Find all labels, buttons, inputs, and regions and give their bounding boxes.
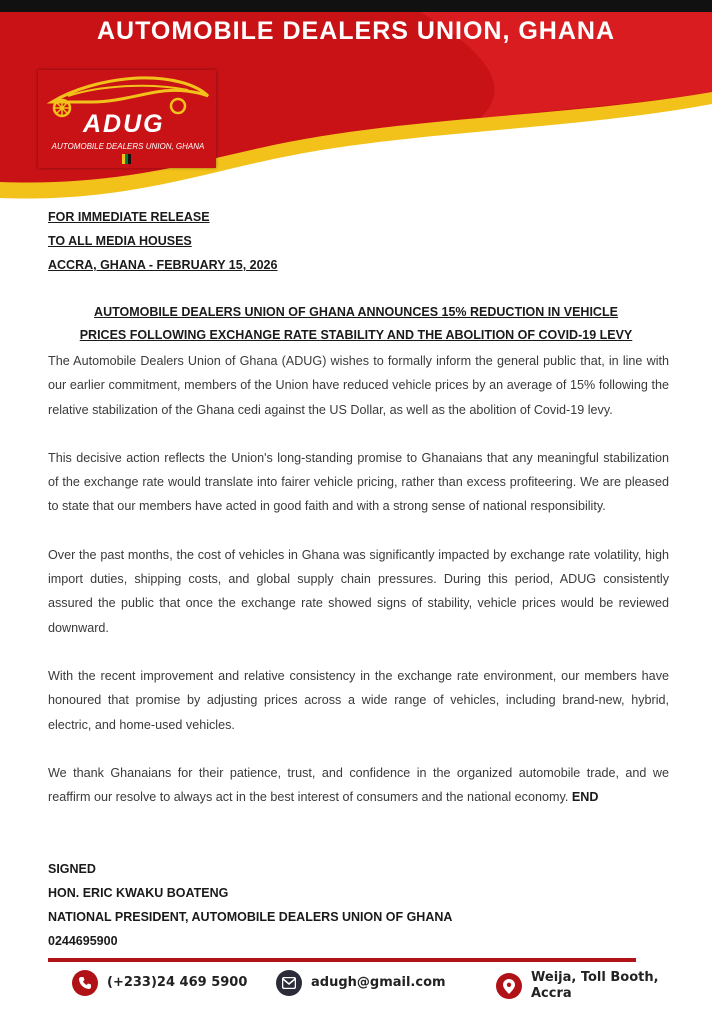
signatory-phone: 0244695900 [48, 934, 118, 948]
flag-mark-icon [122, 154, 132, 164]
audience-line: TO ALL MEDIA HOUSES [48, 234, 192, 248]
paragraph-5-text: We thank Ghanaians for their patience, trust, and confidence in the organized automobile trade, and we reaffirm our resolve to always act in the best interest of consumers and the national economy. [48, 765, 669, 805]
footer-address [496, 970, 659, 1002]
phone-icon [72, 970, 98, 996]
signed-label: SIGNED [48, 862, 96, 876]
signatory-position: NATIONAL PRESIDENT, AUTOMOBILE DEALERS UNION OF GHANA [48, 910, 453, 924]
signatory-name: HON. ERIC KWAKU BOATENG [48, 886, 229, 900]
envelope-icon [276, 970, 302, 996]
footer-email-text: adugh@gmail.com [311, 975, 446, 990]
paragraph-2: This decisive action reflects the Union's long-standing promise to Ghanaians that any meaningful stabilization of the exchange rate would translate into fairer vehicle pricing, rather than excess profiteering. We are pleased to state that our members have acted in good faith and with a strong sense of national responsibility. [48, 450, 669, 514]
logo-acronym: ADUG [83, 110, 165, 138]
release-info [48, 205, 277, 277]
dateline: ACCRA, GHANA - FEBRUARY 15, 2026 [48, 258, 278, 272]
release-line: FOR IMMEDIATE RELEASE [48, 210, 210, 224]
end-marker: END [571, 790, 599, 805]
headline-line-1: AUTOMOBILE DEALERS UNION OF GHANA ANNOUNCES 15% REDUCTION IN VEHICLE [94, 305, 618, 319]
paragraph-3: Over the past months, the cost of vehicles in Ghana was significantly impacted by exchange rate volatility, high import duties, shipping costs, and global supply chain pressures. During this period, ADUG consistently assured the public that once the exchange rate showed signs of stability, vehicle prices would be reviewed downward. [48, 547, 669, 635]
footer-email [276, 970, 446, 996]
address-line-2: Accra [531, 986, 572, 1001]
paragraph-5 [48, 761, 669, 810]
organization-title: AUTOMOBILE DEALERS UNION, GHANA [96, 17, 616, 45]
location-pin-icon [496, 973, 522, 999]
press-headline [30, 301, 682, 347]
address-line-1: Weija, Toll Booth, [531, 970, 659, 985]
logo-subtitle: AUTOMOBILE DEALERS UNION, GHANA [51, 142, 205, 151]
footer-phone-text: (+233)24 469 5900 [107, 975, 248, 990]
paragraph-1: The Automobile Dealers Union of Ghana (ADUG) wishes to formally inform the general public that, in line with our earlier commitment, members of the Union have reduced vehicle prices by an average of 15% following the relative stabilization of the Ghana cedi against the US Dollar, as well as the abolition of Covid-19 levy. [48, 354, 669, 417]
footer-address-text [531, 970, 659, 1002]
signature-block [48, 857, 452, 953]
press-body [48, 349, 669, 809]
footer-phone [72, 970, 247, 996]
footer-divider [48, 958, 636, 962]
paragraph-4: With the recent improvement and relative consistency in the exchange rate environment, our members have honoured that promise by adjusting prices across a wide range of vehicles, including brand-new, hybrid, electric, and home-used vehicles. [48, 668, 669, 732]
adug-logo [38, 70, 216, 168]
headline-line-2: PRICES FOLLOWING EXCHANGE RATE STABILITY AND THE ABOLITION OF COVID-19 LEVY [79, 328, 633, 342]
top-black-strip [0, 0, 712, 12]
